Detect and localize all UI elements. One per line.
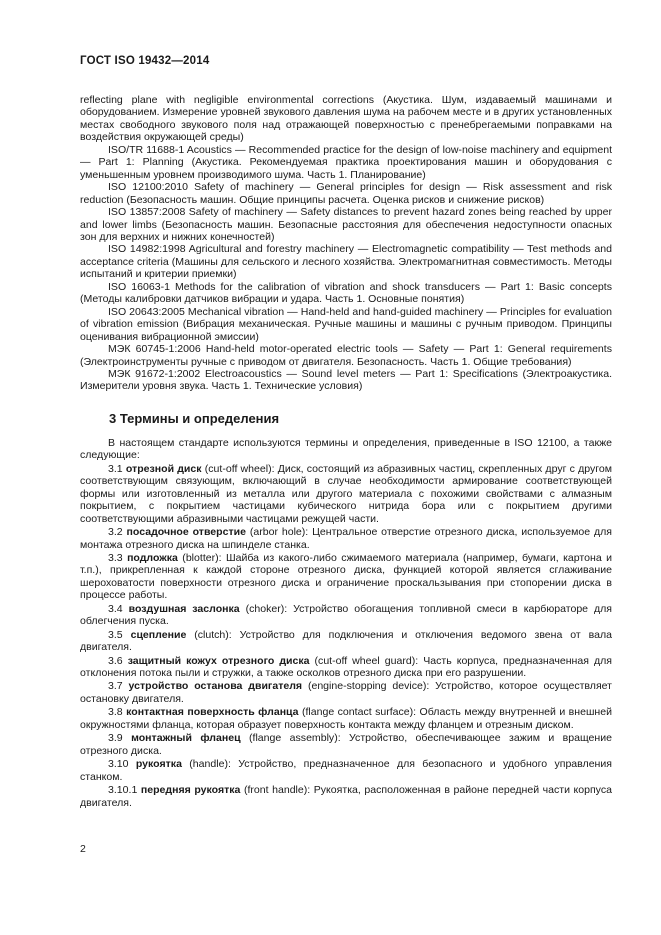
- definition-item: [80, 552, 612, 602]
- reference-item: ISO 20643:2005 Mechanical vibration — Hand-held and hand-guided machinery — Principles for evaluation of vibration emission (Вибрация механическая. Ручные машины и машины с ручным приводом. Принципы оценивания вибрационной эмиссии): [80, 305, 612, 343]
- page-body: [80, 94, 612, 809]
- definition-item: [80, 463, 612, 525]
- section-intro: В настоящем стандарте используются термины и определения, приведенные в ISO 12100, а также следующие:: [80, 436, 612, 462]
- term-definition: (engine-stopping device): Устройство, которое осуществляет остановку двигателя.: [80, 680, 613, 705]
- term-number: 3.6: [108, 654, 123, 667]
- term-number: 3.7: [108, 680, 123, 693]
- definition-item: [80, 784, 612, 809]
- term-name: контактная поверхность фланца: [126, 706, 299, 719]
- definition-item: [80, 655, 612, 680]
- term-definition: (flange contact surface): Область между внутренней и внешней окружностями фланца, которая образует поверхность контакта между фланцем и отрезным диском.: [80, 706, 612, 731]
- definition-item: [80, 629, 612, 654]
- term-number: 3.5: [108, 628, 123, 641]
- term-name: подложка: [127, 551, 178, 564]
- term-name: рукоятка: [135, 758, 182, 771]
- term-number: 3.10.1: [108, 784, 138, 797]
- definition-item: [80, 603, 612, 628]
- definition-item: [80, 758, 612, 783]
- reference-item: ISO 16063-1 Methods for the calibration of vibration and shock transducers — Part 1: Basic concepts (Методы калибровки датчиков вибрации и удара. Часть 1. Основные понятия): [80, 280, 612, 306]
- term-definition: (front handle): Рукоятка, расположенная в районе передней части корпуса двигателя.: [80, 784, 612, 809]
- term-definition: (arbor hole): Центральное отверстие отрезного диска, используемое для монтажа отрезного диска на шпинделе станка.: [80, 526, 612, 551]
- term-definition: (blotter): Шайба из какого-либо сжимаемого материала (например, бумаги, картона и т.п.), прикрепленная к каждой стороне отрезного диска, функцией которой является сглаживание шероховатости поверхности отрезного диска и ограничение проскальзывания при стопорении диска в процессе работы.: [80, 551, 612, 602]
- term-definition: (handle): Устройство, предназначенное для безопасного и удобного управления станком.: [80, 758, 612, 783]
- section-heading: 3 Термины и определения: [109, 410, 280, 426]
- definition-item: [80, 706, 612, 731]
- term-name: защитный кожух отрезного диска: [127, 654, 310, 667]
- term-name: сцепление: [130, 628, 187, 641]
- definition-item: [80, 526, 612, 551]
- term-number: 3.1: [108, 462, 123, 475]
- term-definition: (cut-off wheel): Диск, состоящий из абразивных частиц, скрепленных друг с другом соответствующим связующим, включающий в случае необходимости армирование соответствующей формы или изготовленный из металла или другого материала с похожими свойствами с алмазным покрытием, с покрытием частицами кубического нитрида бора или с покрытием другими соответствующими абразивными частицами режущей части.: [80, 462, 612, 525]
- term-definition: (cut-off wheel guard): Часть корпуса, предназначенная для отклонения потока пыли и стружки, а также осколков отрезного диска при его разрушении.: [80, 654, 612, 680]
- term-definition: (choker): Устройство обогащения топливной смеси в карбюраторе для облегчения пуска.: [80, 602, 612, 628]
- page-number: 2: [80, 843, 86, 855]
- term-name: устройство останова двигателя: [128, 680, 303, 693]
- reference-item: reflecting plane with negligible environmental corrections (Акустика. Шум, издаваемый машинами и оборудованием. Измерение уровней звукового давления шума на рабочем месте и в других установленных местах свободного звукового поля над отражающей поверхностью с пренебрегаемыми поправками на воздействия окружающей среды): [80, 94, 612, 144]
- term-number: 3.9: [108, 732, 123, 745]
- term-number: 3.3: [108, 551, 123, 564]
- term-definition: (flange assembly): Устройство, обеспечивающее зажим и вращение отрезного диска.: [80, 732, 612, 757]
- term-name: передняя рукоятка: [140, 784, 241, 797]
- term-number: 3.10: [108, 758, 129, 771]
- reference-item: ISO/TR 11688-1 Acoustics — Recommended practice for the design of low-noise machinery and equipment — Part 1: Planning (Акустика. Рекомендуемая практика проектирования машин и оборудования с уменьшенным уровнем производимого шума. Часть 1. Планирование): [80, 143, 612, 181]
- term-number: 3.2: [108, 526, 123, 539]
- reference-item: ISO 12100:2010 Safety of machinery — General principles for design — Risk assessment and risk reduction (Безопасность машин. Общие принципы расчета. Оценка рисков и снижение рисков): [80, 181, 612, 206]
- term-name: воздушная заслонка: [128, 602, 240, 615]
- term-name: отрезной диск: [125, 462, 202, 475]
- term-definition: (clutch): Устройство для подключения и отключения ведомого звена от вала двигателя.: [80, 628, 612, 654]
- definition-item: [80, 680, 612, 705]
- term-number: 3.8: [108, 706, 123, 719]
- document-header: ГОСТ ISO 19432—2014: [80, 55, 210, 67]
- term-number: 3.4: [108, 602, 123, 615]
- term-name: монтажный фланец: [131, 732, 241, 745]
- reference-item: МЭК 91672-1:2002 Electroacoustics — Sound level meters — Part 1: Specifications (Электроакустика. Измерители уровня звука. Часть 1. Технические условия): [80, 367, 612, 393]
- term-name: посадочное отверстие: [126, 526, 246, 539]
- reference-item: МЭК 60745-1:2006 Hand-held motor-operated electric tools — Safety — Part 1: General requirements (Электроинструменты ручные с приводом от двигателя. Безопасность. Часть 1. Общие требования): [80, 343, 612, 368]
- definition-item: [80, 732, 612, 757]
- reference-item: ISO 13857:2008 Safety of machinery — Safety distances to prevent hazard zones being reached by upper and lower limbs (Безопасность машин. Безопасные расстояния для обеспечения недоступности опасных зон для верхних и нижних конечностей): [80, 206, 612, 243]
- reference-item: ISO 14982:1998 Agricultural and forestry machinery — Electromagnetic compatibility — Test methods and acceptance criteria (Машины для сельского и лесного хозяйства. Электромагнитная совместимость. Методы испытаний и критерии приемки): [80, 243, 612, 281]
